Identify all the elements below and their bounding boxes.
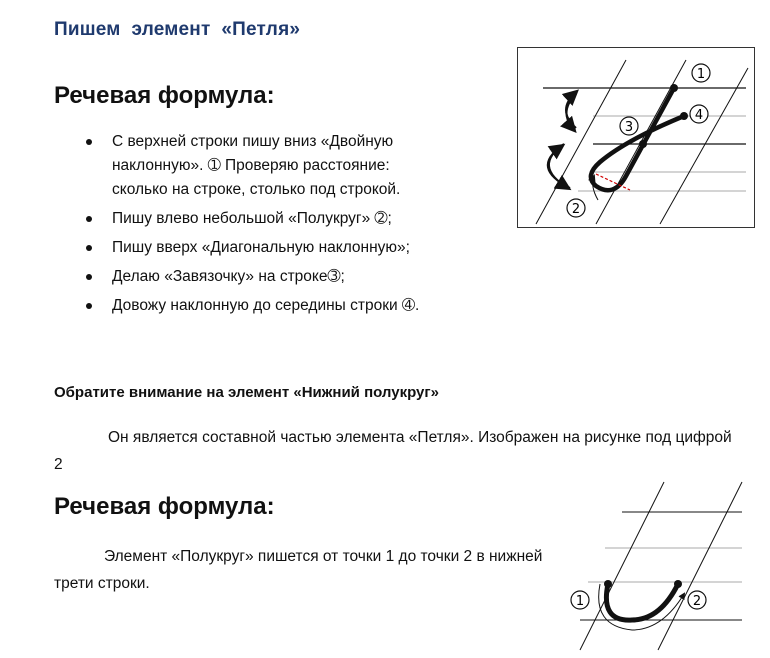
page-title: Пишем элемент «Петля»	[54, 19, 301, 40]
formula-text: Элемент «Полукруг» пишется от точки 1 до точки 2 в нижней трети строки.	[54, 548, 543, 592]
step-text-line: наклонную». ➀ Проверяю расстояние:	[112, 157, 390, 174]
loop-stroke	[591, 88, 684, 190]
step-text-line: Пишу вверх «Диагональную наклонную»;	[112, 239, 410, 256]
note-heading: Обратите внимание на элемент «Нижний полукруг»	[54, 384, 439, 401]
step-text-line: С верхней строки пишу вниз «Двойную	[112, 133, 394, 150]
steps-list	[0, 130, 500, 323]
list-item	[0, 236, 500, 260]
note-body: Он является составной частью элемента «Петля». Изображен на рисунке под цифрой 2	[54, 429, 732, 473]
loop-diagram	[517, 47, 755, 228]
label-point-1: 1	[696, 67, 706, 82]
label-point-1: 1	[575, 594, 585, 609]
section-heading-speech-formula-2: Речевая формула:	[54, 493, 275, 520]
section-heading-speech-formula: Речевая формула:	[54, 82, 275, 109]
point-dot	[639, 140, 647, 148]
list-item	[0, 130, 500, 202]
label-point-2: 2	[692, 594, 702, 609]
slant-line	[580, 482, 664, 650]
step-text-line: Делаю «Завязочку» на строке➂;	[112, 268, 345, 285]
distance-arrow-icon	[549, 144, 568, 188]
list-item	[0, 207, 500, 231]
point-dot	[680, 112, 688, 120]
label-point-3: 3	[624, 120, 634, 135]
point-dot	[674, 580, 682, 588]
label-point-2: 2	[571, 202, 581, 217]
distance-arrow-icon	[566, 94, 576, 130]
loop-diagram-svg	[518, 48, 753, 226]
list-item	[0, 265, 500, 289]
point-dot	[670, 84, 678, 92]
slant-line	[536, 60, 626, 224]
list-item	[0, 294, 500, 318]
label-point-4: 4	[694, 108, 704, 123]
step-text-line: Пишу влево небольшой «Полукруг» ➁;	[112, 210, 392, 227]
point-dot	[604, 580, 612, 588]
semicircle-diagram	[560, 480, 760, 655]
step-text-line: Довожу наклонную до середины строки ➃.	[112, 297, 420, 314]
step-text-line: сколько на строке, столько под строкой.	[112, 181, 401, 198]
slant-line	[658, 482, 742, 650]
